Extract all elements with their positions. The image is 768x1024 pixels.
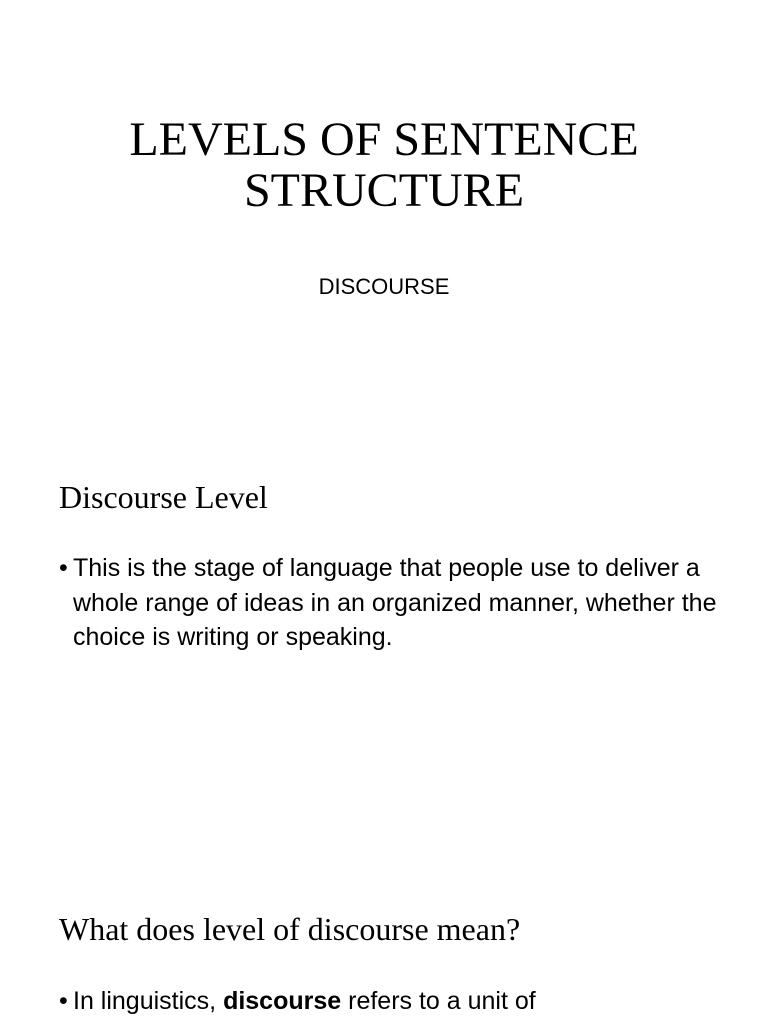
- section-heading-discourse-level: Discourse Level: [59, 479, 268, 515]
- slide-title-line-2: STRUCTURE: [243, 164, 525, 217]
- bullet-icon: •: [59, 554, 68, 582]
- bullet-discourse-level: [59, 551, 733, 655]
- slide-subtitle: DISCOURSE: [318, 274, 450, 299]
- section-heading-level-of-discourse-meaning: What does level of discourse mean?: [59, 911, 521, 947]
- slide-title: [0, 114, 768, 216]
- bullet-linguistics-definition: [59, 984, 733, 1019]
- bullet-text-bold-term: discourse: [223, 987, 342, 1015]
- bullet-text: This is the stage of language that people use to deliver a whole range of ideas in an organized manner, whether the choice is writing or speaking.: [73, 554, 717, 651]
- bullet-text-suffix: refers to a unit of: [341, 987, 536, 1015]
- bullet-icon: •: [59, 987, 68, 1015]
- slide-title-line-1: LEVELS OF SENTENCE: [129, 113, 639, 166]
- bullet-text-prefix: In linguistics,: [73, 987, 224, 1015]
